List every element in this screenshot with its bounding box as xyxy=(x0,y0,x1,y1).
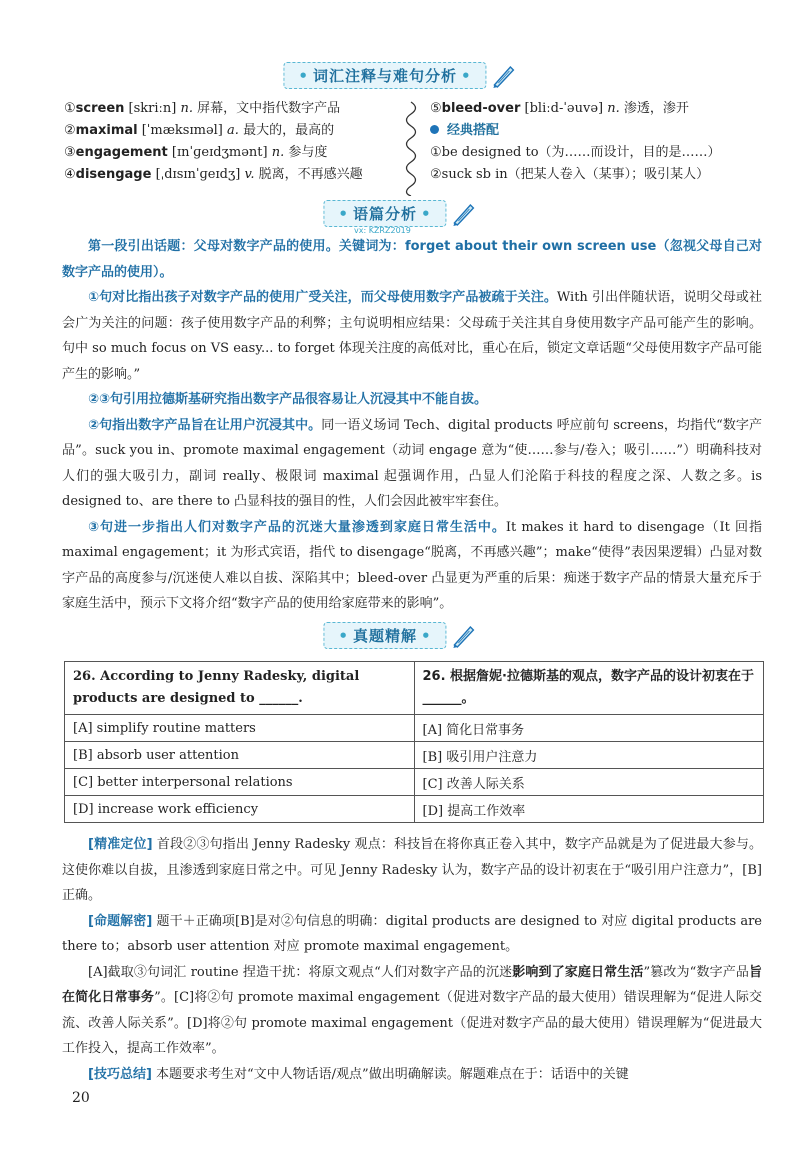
phrase-item: ②suck sb in（把某人卷入（某事）；吸引某人） xyxy=(430,167,710,182)
paragraph: ③句进一步指出人们对数字产品的沉迷大量渗透到家庭日常生活中。It makes it hard to disengage（It 回指 maximal engagement；it 为形式宾语，指代 to disengage“脱离，不再感兴趣”；make“使得”表因果逻辑）凸显对数字产品的高度参与/沉迷使人难以自拔、深陷其中；bleed-over 凸显更为严重的后果：痴迷于数字产品的情景大量充斥于家庭生活中，预示下文将介绍“数字产品的使用给家庭带来的影响”。 xyxy=(62,519,762,611)
vocab-banner-title: 词汇注释与难句分析 xyxy=(312,67,458,85)
option-b-cn: [B] 吸引用户注意力 xyxy=(414,742,764,769)
page-number: 20 xyxy=(72,1090,90,1106)
watermark: vx: KZRZ2019 xyxy=(354,226,411,235)
vocab-item: ①screen [skriːn] n. 屏幕，文中指代数字产品 xyxy=(64,101,341,116)
vocab-item: ⑤bleed-over [bliːd-ˈəuvə] n. 渗透，渗开 xyxy=(430,101,689,116)
paragraph: ②句指出数字产品旨在让用户沉浸其中。同一语义场词 Tech、digital products 呼应前句 screens，均指代“数字产品”。suck you in、promote maximal engagement（动词 engage 意为“使……参与/卷入；吸引……”）明确科技对人们的强大吸引力，副词 really、极限词 maximal 起强调作用，凸显人们沦陷于科技的程度之深、人数之多。is designed to、are there to 凸显科技的强目的性，人们会因此被牢牢套住。 xyxy=(62,417,762,509)
question-stem-en: 26. According to Jenny Radesky, digital products are designed to ______. xyxy=(65,662,415,715)
answer-banner: • 真题精解 • xyxy=(323,622,476,649)
table-row xyxy=(65,715,764,742)
table-row xyxy=(65,662,764,715)
classic-collocation-heading: 经典搭配 xyxy=(430,120,770,142)
vocab-item: ④disengage [ˌdɪsɪnˈɡeɪdʒ] v. 脱离，不再感兴趣 xyxy=(64,167,363,182)
paragraph: 第一段引出话题：父母对数字产品的使用。关键词为：forget about their own screen use（忽视父母自己对数字产品的使用）。 xyxy=(62,239,762,280)
passage-banner-title: 语篇分析 xyxy=(352,205,418,223)
tag-skill-summary: [技巧总结] xyxy=(88,1066,152,1082)
question-stem-cn: 26. 根据詹妮·拉德斯基的观点，数字产品的设计初衷在于______。 xyxy=(414,662,764,715)
pen-icon xyxy=(491,63,517,89)
paragraph: [命题解密] 题干＋正确项[B]是对②句信息的明确：digital products are designed to 对应 digital products are there to；absorb user attention 对应 promote maximal engagement。 xyxy=(62,913,763,954)
option-a-en: [A] simplify routine matters xyxy=(65,715,415,742)
vocab-item: ③engagement [ɪnˈɡeɪdʒmənt] n. 参与度 xyxy=(64,145,328,160)
tag-precise-location: [精准定位] xyxy=(88,837,153,852)
option-c-en: [C] better interpersonal relations xyxy=(65,769,415,796)
vocab-list xyxy=(64,98,404,186)
paragraph: [A]截取③句词汇 routine 捏造干扰：将原文观点“人们对数字产品的沉迷影响到了家庭日常生活”篡改为“数字产品旨在简化日常事务”。[C]将②句 promote maximal engagement（促进对数字产品的最大使用）错误理解为“促进人际交流、改善人际关系”。[D]将②句 promote maximal engagement（促进对数字产品的最大使用）错误理解为“促进最大工作投入，提高工作效率”。 xyxy=(62,964,762,1056)
spiral-divider xyxy=(404,100,418,196)
pen-icon xyxy=(451,623,477,649)
option-a-cn: [A] 简化日常事务 xyxy=(414,715,764,742)
option-b-en: [B] absorb user attention xyxy=(65,742,415,769)
table-row xyxy=(65,796,764,823)
option-c-cn: [C] 改善人际关系 xyxy=(414,769,764,796)
paragraph: ②③句引用拉德斯基研究指出数字产品很容易让人沉浸其中不能自拔。 xyxy=(88,392,488,407)
table-row xyxy=(65,769,764,796)
passage-analysis xyxy=(62,234,762,617)
option-d-en: [D] increase work efficiency xyxy=(65,796,415,823)
pen-icon xyxy=(451,201,477,227)
tag-proposition-decode: [命题解密] xyxy=(88,913,153,929)
bullet-icon xyxy=(430,125,439,134)
option-d-cn: [D] 提高工作效率 xyxy=(414,796,764,823)
question-table xyxy=(64,661,764,823)
paragraph: ①句对比指出孩子对数字产品的使用广受关注，而父母使用数字产品被疏于关注。With 引出伴随状语，说明父母或社会广为关注的问题：孩子使用数字产品的利弊；主句说明相应结果：父母疏于关注其自身使用数字产品可能产生的影响。句中 so much focus on VS easy... to forget 体现关注度的高低对比，重心在后，锁定文章话题“父母使用数字产品可能产生的影响。” xyxy=(62,290,762,382)
answer-analysis xyxy=(62,832,762,1087)
answer-banner-title: 真题精解 xyxy=(352,627,418,645)
vocab-right xyxy=(430,98,770,186)
passage-banner: • 语篇分析 • xyxy=(323,200,476,227)
vocab-item: ②maximal [ˈmæksɪməl] a. 最大的，最高的 xyxy=(64,123,335,138)
vocab-banner: • 词汇注释与难句分析 • xyxy=(283,62,516,89)
table-row xyxy=(65,742,764,769)
phrase-item: ①be designed to（为……而设计，目的是……） xyxy=(430,145,721,160)
paragraph: [技巧总结] 本题要求考生对“文中人物话语/观点”做出明确解读。解题难点在于：话语中的关键 xyxy=(88,1066,629,1082)
paragraph: [精准定位] 首段②③句指出 Jenny Radesky 观点：科技旨在将你真正卷入其中，数字产品就是为了促进最大参与。这使你难以自拔，且渗透到家庭日常之中。可见 Jenny Radesky 认为，数字产品的设计初衷在于“吸引用户注意力”，[B]正确。 xyxy=(62,837,762,903)
